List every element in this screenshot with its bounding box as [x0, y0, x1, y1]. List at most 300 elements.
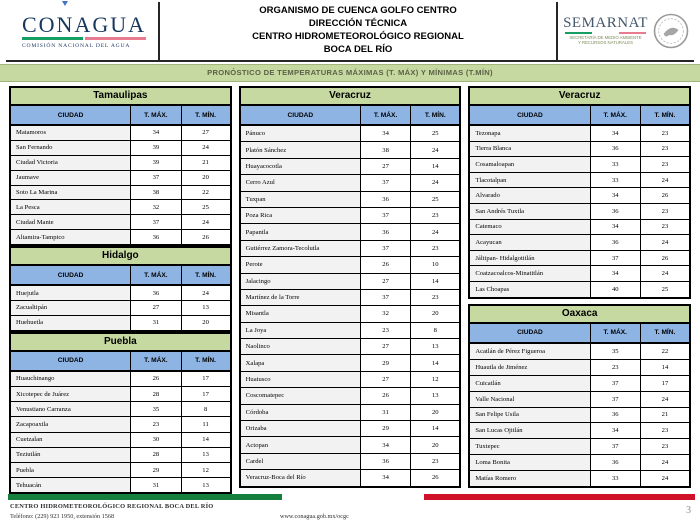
column-header-tmax: T. MÁX.: [131, 106, 181, 124]
city-cell: Cosamaloapan: [470, 157, 590, 172]
conagua-wordmark: CONAGUA: [22, 11, 146, 37]
page-header: [6, 2, 694, 62]
tmin-cell: 22: [641, 344, 689, 359]
tmax-cell: 38: [361, 142, 411, 157]
state-table-tamaulipas: [9, 86, 232, 246]
tmin-cell: 22: [182, 186, 230, 200]
state-table-title: Puebla: [11, 334, 230, 352]
tmin-cell: 20: [411, 405, 459, 420]
tmax-cell: 37: [131, 171, 181, 185]
city-cell: Poza Rica: [241, 208, 361, 223]
tmin-cell: 24: [641, 392, 689, 407]
tmax-cell: 23: [131, 417, 181, 431]
column-header-tmin: T. MÍN.: [195, 111, 217, 119]
tmin-cell: 8: [411, 323, 459, 338]
page-number: 3: [686, 505, 691, 516]
tmin-cell: 21: [182, 156, 230, 170]
tables-column-2: [239, 86, 462, 488]
tmax-cell: 32: [361, 306, 411, 321]
city-cell: Papantla: [241, 224, 361, 239]
table-row: [470, 204, 689, 220]
tmax-cell: 23: [591, 360, 641, 375]
tmax-cell: 39: [131, 156, 181, 170]
city-cell: Alvarado: [470, 188, 590, 203]
state-table-title: Veracruz: [241, 88, 460, 106]
table-row: [11, 186, 230, 201]
city-cell: Misantla: [241, 306, 361, 321]
city-cell: Tuxpan: [241, 192, 361, 207]
tmin-cell: 14: [411, 159, 459, 174]
city-cell: Zacualtipán: [11, 301, 131, 315]
city-cell: Acayucan: [470, 235, 590, 250]
column-header-tmin: T. MÍN.: [424, 111, 446, 119]
table-row: [470, 408, 689, 424]
table-row: [241, 142, 460, 158]
column-header-tmax: T. MÁX.: [131, 352, 181, 370]
tmin-cell: 20: [411, 306, 459, 321]
city-cell: San Lucas Ojitlán: [470, 423, 590, 438]
semarnat-flag-rule: [565, 32, 646, 34]
column-header-row: [11, 352, 230, 372]
column-header-tmin: T. MÍN.: [654, 329, 676, 337]
column-header-tmin: T. MÍN.: [195, 357, 217, 365]
tmax-cell: 36: [131, 230, 181, 244]
column-header-row: [470, 324, 689, 344]
conagua-tagline: COMISIÓN NACIONAL DEL AGUA: [22, 42, 131, 49]
conagua-logo: [6, 2, 158, 60]
city-cell: Tierra Blanca: [470, 142, 590, 157]
tmin-cell: 25: [182, 200, 230, 214]
table-row: [470, 220, 689, 236]
table-row: [470, 455, 689, 471]
city-cell: Cerro Azul: [241, 175, 361, 190]
tmax-cell: 40: [591, 282, 641, 297]
tmax-cell: 27: [361, 159, 411, 174]
table-row: [241, 224, 460, 240]
tmax-cell: 29: [361, 355, 411, 370]
tmin-cell: 21: [641, 408, 689, 423]
city-cell: Huayacocotla: [241, 159, 361, 174]
tmax-cell: 36: [361, 224, 411, 239]
table-row: [470, 266, 689, 282]
header-org-block: [158, 2, 558, 60]
tmin-cell: 25: [411, 126, 459, 141]
tmax-cell: 33: [591, 157, 641, 172]
table-row: [11, 286, 230, 301]
tmax-cell: 33: [591, 173, 641, 188]
column-header-ciudad: CIUDAD: [470, 106, 590, 124]
tmax-cell: 34: [591, 220, 641, 235]
table-row: [241, 339, 460, 355]
tmin-cell: 24: [411, 224, 459, 239]
org-line-4: BOCA DEL RÍO: [323, 43, 393, 55]
tmax-cell: 31: [361, 405, 411, 420]
tmin-cell: 17: [641, 376, 689, 391]
tmin-cell: 27: [182, 126, 230, 140]
semarnat-tagline-1: SECRETARÍA DE MEDIO AMBIENTE: [569, 34, 642, 40]
tmax-cell: 37: [361, 290, 411, 305]
city-cell: Pánuco: [241, 126, 361, 141]
org-line-1: ORGANISMO DE CUENCA GOLFO CENTRO: [259, 5, 457, 17]
state-table-title: Veracruz: [470, 88, 689, 106]
tmin-cell: 14: [641, 360, 689, 375]
table-row: [470, 126, 689, 142]
city-cell: Orizaba: [241, 421, 361, 436]
tmax-cell: 27: [131, 301, 181, 315]
white-segment: [592, 32, 619, 34]
table-row: [470, 235, 689, 251]
table-row: [11, 141, 230, 156]
tmin-cell: 13: [411, 339, 459, 354]
state-table-hidalgo: [9, 246, 232, 332]
state-table-veracruz-1: [239, 86, 462, 488]
table-row: [241, 437, 460, 453]
red-bar: [85, 37, 146, 40]
table-row: [11, 156, 230, 171]
mexico-government-seal-icon: [653, 13, 689, 49]
table-row: [241, 274, 460, 290]
tmax-cell: 27: [361, 274, 411, 289]
tmin-cell: 23: [641, 423, 689, 438]
red-segment: [619, 32, 646, 34]
city-cell: Jaumave: [11, 171, 131, 185]
table-row: [470, 376, 689, 392]
tmax-cell: 36: [591, 142, 641, 157]
column-header-tmin: T. MÍN.: [654, 111, 676, 119]
tmax-cell: 37: [361, 241, 411, 256]
tmax-cell: 35: [131, 402, 181, 416]
city-cell: Huatusco: [241, 372, 361, 387]
tmin-cell: 20: [411, 437, 459, 452]
city-cell: Veracruz-Boca del Río: [241, 470, 361, 485]
tmax-cell: 33: [591, 471, 641, 486]
city-cell: Xicotepec de Juárez: [11, 387, 131, 401]
table-row: [241, 470, 460, 485]
city-cell: Ciudad Victoria: [11, 156, 131, 170]
tmin-cell: 13: [182, 301, 230, 315]
tmax-cell: 34: [361, 126, 411, 141]
tmin-cell: 24: [182, 215, 230, 229]
table-row: [11, 417, 230, 432]
city-cell: Altamira-Tampico: [11, 230, 131, 244]
footer-phone: Teléfono: (229) 923 1950, extensión 1568: [10, 513, 115, 520]
tmax-cell: 37: [361, 175, 411, 190]
tmax-cell: 35: [591, 344, 641, 359]
city-cell: Loma Bonita: [470, 455, 590, 470]
tmin-cell: 24: [411, 175, 459, 190]
city-cell: Catemaco: [470, 220, 590, 235]
table-row: [470, 439, 689, 455]
tmax-cell: 27: [361, 339, 411, 354]
tmax-cell: 37: [361, 208, 411, 223]
city-cell: San Fernando: [11, 141, 131, 155]
column-header-row: [11, 106, 230, 126]
tmin-cell: 23: [411, 454, 459, 469]
table-row: [11, 433, 230, 448]
tmax-cell: 28: [131, 387, 181, 401]
tmin-cell: 26: [182, 230, 230, 244]
table-row: [11, 387, 230, 402]
city-cell: Gutiérrez Zamora-Tecolutla: [241, 241, 361, 256]
column-header-tmax: T. MÁX.: [131, 266, 181, 284]
tmax-cell: 34: [361, 470, 411, 485]
tmax-cell: 37: [591, 392, 641, 407]
table-row: [11, 372, 230, 387]
tables-area: [0, 82, 700, 488]
tmax-cell: 23: [361, 323, 411, 338]
table-row: [11, 230, 230, 244]
tmin-cell: 26: [411, 470, 459, 485]
table-row: [241, 388, 460, 404]
tmin-cell: 14: [182, 433, 230, 447]
table-row: [241, 405, 460, 421]
forecast-title-bar: PRONÓSTICO DE TEMPERATURAS MÁXIMAS (T. MÁX) Y MÍNIMAS (T.MÍN): [0, 64, 700, 82]
tmax-cell: 31: [131, 478, 181, 492]
table-row: [241, 454, 460, 470]
city-cell: La Pesca: [11, 200, 131, 214]
table-row: [241, 323, 460, 339]
tmin-cell: 25: [641, 282, 689, 297]
tmin-cell: 12: [411, 372, 459, 387]
tmax-cell: 37: [591, 376, 641, 391]
table-row: [241, 421, 460, 437]
city-cell: Cuicatlán: [470, 376, 590, 391]
table-row: [241, 208, 460, 224]
water-drop-icon: [62, 1, 68, 6]
tmax-cell: 36: [591, 455, 641, 470]
tmin-cell: 26: [641, 251, 689, 266]
tmin-cell: 24: [641, 173, 689, 188]
tmin-cell: 13: [182, 478, 230, 492]
city-cell: Venustiano Carranza: [11, 402, 131, 416]
tmin-cell: 14: [411, 421, 459, 436]
city-cell: Cardel: [241, 454, 361, 469]
state-table-veracruz-2: [468, 86, 691, 299]
semarnat-tagline-2: Y RECURSOS NATURALES: [577, 40, 633, 46]
table-row: [470, 282, 689, 297]
table-row: [470, 251, 689, 267]
city-cell: Córdoba: [241, 405, 361, 420]
tmax-cell: 37: [591, 251, 641, 266]
table-row: [470, 344, 689, 360]
tables-column-3: [468, 86, 691, 488]
tables-column-1: [9, 86, 232, 488]
table-row: [241, 175, 460, 191]
city-cell: Coatzacoalcos-Minatitlán: [470, 266, 590, 281]
tmin-cell: 23: [411, 290, 459, 305]
city-cell: Acatlán de Pérez Figueroa: [470, 344, 590, 359]
table-row: [470, 423, 689, 439]
tmax-cell: 36: [591, 408, 641, 423]
tmin-cell: 14: [411, 274, 459, 289]
tmin-cell: 23: [411, 208, 459, 223]
tmin-cell: 23: [641, 126, 689, 141]
green-segment: [565, 32, 592, 34]
tmax-cell: 34: [591, 423, 641, 438]
tmin-cell: 23: [641, 157, 689, 172]
column-header-row: [11, 266, 230, 286]
state-table-title: Oaxaca: [470, 306, 689, 324]
tmin-cell: 24: [641, 266, 689, 281]
city-cell: Actopan: [241, 437, 361, 452]
table-row: [11, 478, 230, 492]
table-row: [470, 392, 689, 408]
city-cell: Las Choapas: [470, 282, 590, 297]
tmin-cell: 24: [641, 455, 689, 470]
tmin-cell: 24: [411, 142, 459, 157]
table-row: [241, 257, 460, 273]
tmax-cell: 29: [361, 421, 411, 436]
tmin-cell: 24: [641, 235, 689, 250]
table-row: [470, 157, 689, 173]
column-header-ciudad: CIUDAD: [470, 324, 590, 342]
city-cell: Coscomatepec: [241, 388, 361, 403]
tmin-cell: 23: [641, 220, 689, 235]
city-cell: Tehuacán: [11, 478, 131, 492]
column-header-ciudad: CIUDAD: [241, 106, 361, 124]
tmax-cell: 37: [131, 215, 181, 229]
tmin-cell: 12: [182, 463, 230, 477]
state-table-title: Hidalgo: [11, 248, 230, 266]
city-cell: Huautla de Jiménez: [470, 360, 590, 375]
tmin-cell: 11: [182, 417, 230, 431]
city-cell: Cuetzalan: [11, 433, 131, 447]
footer-red-bar: [424, 494, 695, 500]
city-cell: Huejutla: [11, 286, 131, 300]
tmax-cell: 26: [131, 372, 181, 386]
tmin-cell: 17: [182, 372, 230, 386]
column-header-tmax: T. MÁX.: [591, 324, 641, 342]
tmin-cell: 23: [641, 204, 689, 219]
tmax-cell: 29: [131, 463, 181, 477]
tmin-cell: 10: [411, 257, 459, 272]
column-header-row: [470, 106, 689, 126]
tmin-cell: 20: [182, 171, 230, 185]
city-cell: Naolinco: [241, 339, 361, 354]
column-header-row: [241, 106, 460, 126]
table-row: [11, 402, 230, 417]
tmax-cell: 26: [361, 257, 411, 272]
table-row: [11, 126, 230, 141]
tmax-cell: 31: [131, 316, 181, 330]
city-cell: Tezonapa: [470, 126, 590, 141]
semarnat-wordmark: SEMARNAT: [563, 15, 648, 32]
table-row: [241, 126, 460, 142]
table-row: [241, 306, 460, 322]
tmin-cell: 8: [182, 402, 230, 416]
state-table-puebla: [9, 332, 232, 495]
tmax-cell: 34: [131, 126, 181, 140]
table-row: [11, 316, 230, 330]
table-row: [11, 215, 230, 230]
city-cell: Huehuetla: [11, 316, 131, 330]
table-row: [470, 360, 689, 376]
column-header-ciudad: CIUDAD: [11, 106, 131, 124]
tmax-cell: 39: [131, 141, 181, 155]
city-cell: Matías Romero: [470, 471, 590, 486]
city-cell: Matamoros: [11, 126, 131, 140]
city-cell: Teziutlán: [11, 448, 131, 462]
table-row: [11, 463, 230, 478]
city-cell: Zacapoaxtla: [11, 417, 131, 431]
tmax-cell: 26: [361, 388, 411, 403]
table-row: [470, 471, 689, 486]
table-row: [241, 192, 460, 208]
city-cell: Tuxtepec: [470, 439, 590, 454]
org-line-3: CENTRO HIDROMETEOROLÓGICO REGIONAL: [252, 31, 464, 42]
city-cell: Ciudad Mante: [11, 215, 131, 229]
footer-green-bar: [8, 494, 282, 500]
city-cell: San Andrés Tuxtla: [470, 204, 590, 219]
city-cell: Jalacingo: [241, 274, 361, 289]
column-header-tmax: T. MÁX.: [591, 106, 641, 124]
table-row: [470, 142, 689, 158]
tmin-cell: 24: [182, 141, 230, 155]
city-cell: San Felipe Usila: [470, 408, 590, 423]
table-row: [241, 159, 460, 175]
tmin-cell: 25: [411, 192, 459, 207]
city-cell: Xalapa: [241, 355, 361, 370]
city-cell: Valle Nacional: [470, 392, 590, 407]
footer-center-name: CENTRO HIDROMETEOROLÓGICO REGIONAL BOCA DEL RÍO: [10, 503, 214, 510]
table-row: [470, 188, 689, 204]
page-footer: [0, 494, 700, 527]
footer-url-link[interactable]: www.conagua.gob.mx/ocgc: [280, 513, 349, 520]
tmax-cell: 27: [361, 372, 411, 387]
tmin-cell: 23: [411, 241, 459, 256]
semarnat-text-block: [563, 16, 648, 46]
tmax-cell: 32: [131, 200, 181, 214]
table-row: [241, 241, 460, 257]
semarnat-logo: [558, 2, 694, 60]
tmax-cell: 36: [591, 235, 641, 250]
city-cell: Platón Sánchez: [241, 142, 361, 157]
tmax-cell: 36: [361, 454, 411, 469]
table-row: [470, 173, 689, 189]
org-line-2: DIRECCIÓN TÉCNICA: [308, 18, 408, 30]
tmin-cell: 23: [641, 142, 689, 157]
tmin-cell: 20: [182, 316, 230, 330]
city-cell: Perote: [241, 257, 361, 272]
table-row: [11, 301, 230, 316]
tmin-cell: 24: [641, 471, 689, 486]
tmin-cell: 17: [182, 387, 230, 401]
tmax-cell: 34: [361, 437, 411, 452]
tmax-cell: 28: [131, 448, 181, 462]
column-header-tmin: T. MÍN.: [195, 271, 217, 279]
city-cell: Martínez de la Torre: [241, 290, 361, 305]
column-header-tmax: T. MÁX.: [361, 106, 411, 124]
state-table-oaxaca: [468, 304, 691, 488]
table-row: [11, 448, 230, 463]
table-row: [11, 171, 230, 186]
table-row: [241, 290, 460, 306]
tmax-cell: 34: [591, 266, 641, 281]
tmax-cell: 38: [131, 186, 181, 200]
tmax-cell: 34: [591, 126, 641, 141]
tmin-cell: 23: [641, 439, 689, 454]
tmax-cell: 36: [591, 204, 641, 219]
column-header-ciudad: CIUDAD: [11, 352, 131, 370]
tmax-cell: 30: [131, 433, 181, 447]
tmax-cell: 37: [591, 439, 641, 454]
city-cell: Puebla: [11, 463, 131, 477]
column-header-ciudad: CIUDAD: [11, 266, 131, 284]
tmax-cell: 36: [361, 192, 411, 207]
table-row: [241, 355, 460, 371]
tmin-cell: 13: [182, 448, 230, 462]
table-row: [11, 200, 230, 215]
